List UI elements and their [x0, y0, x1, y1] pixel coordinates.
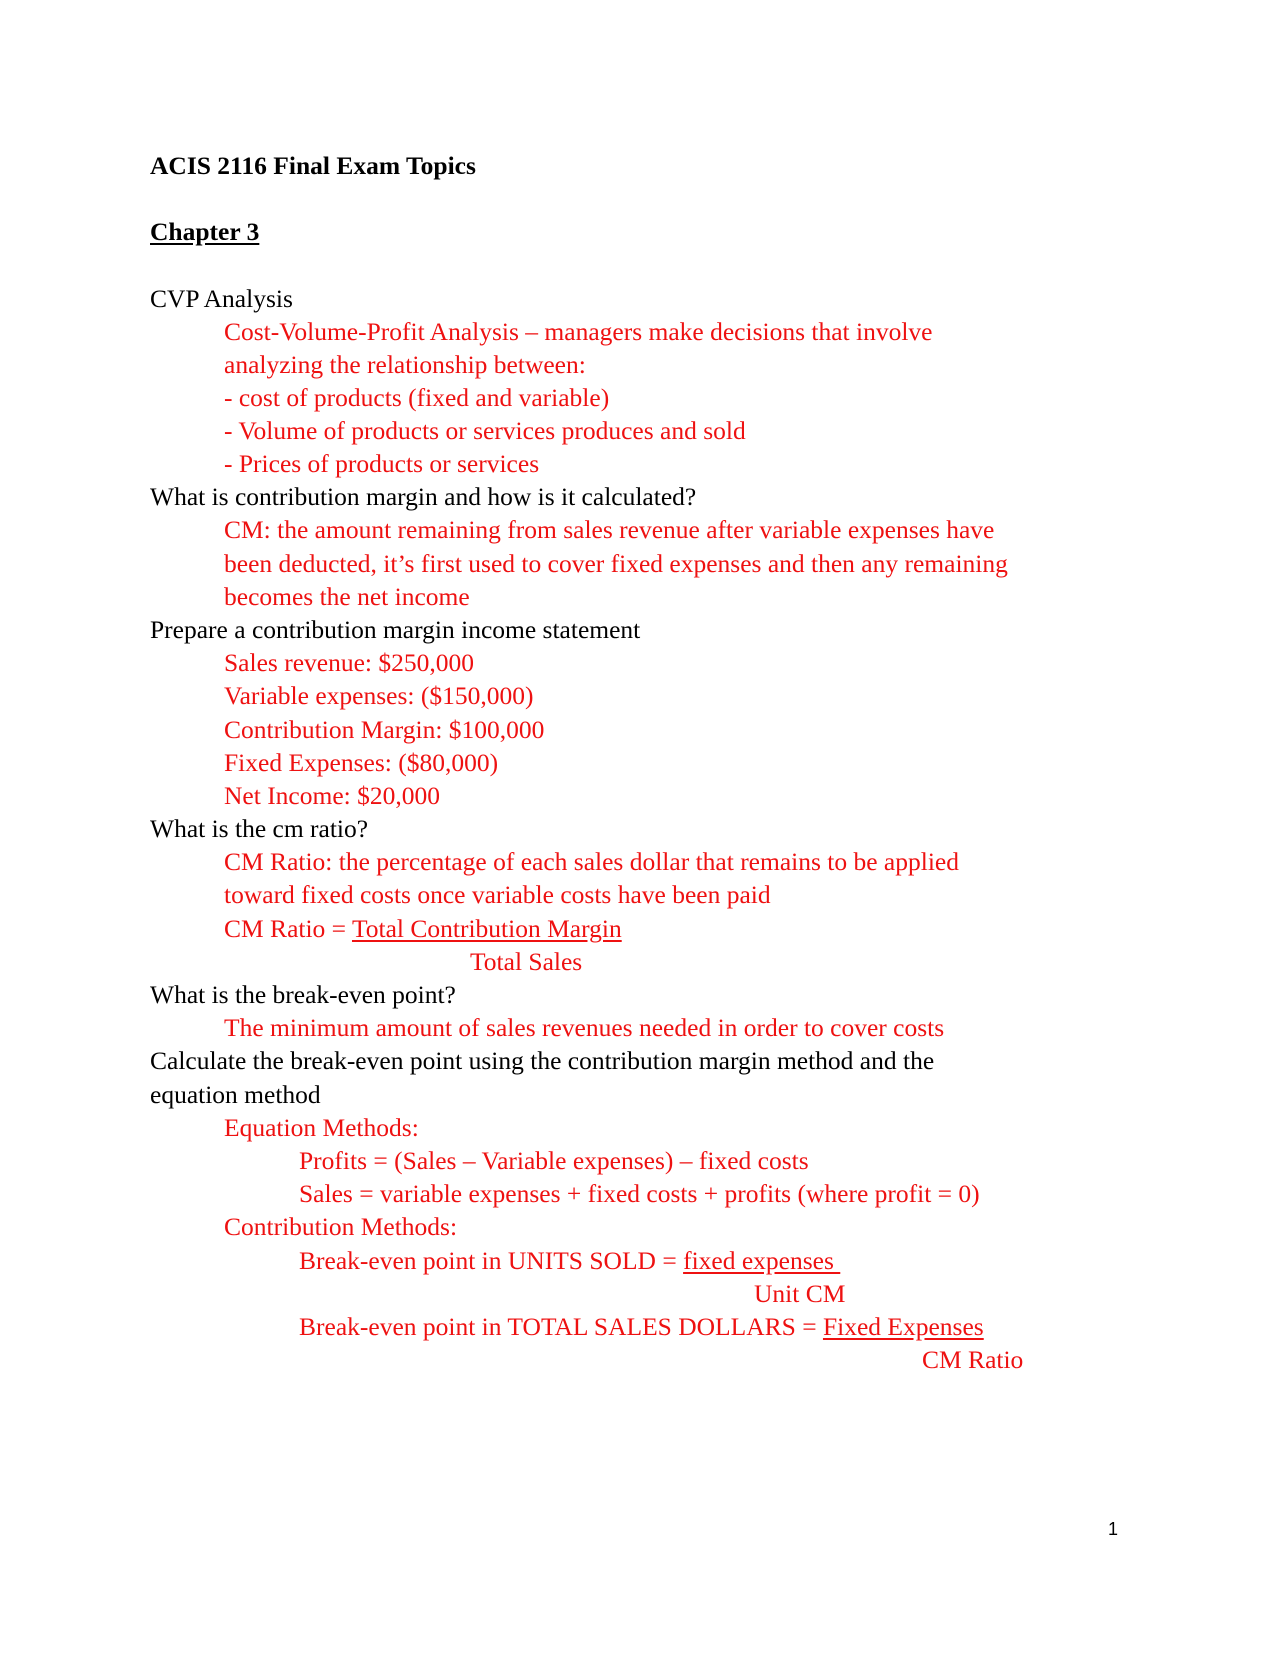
breakeven-dollars-numerator: Fixed Expenses — [822, 1312, 984, 1341]
chapter-heading: Chapter 3 — [150, 217, 260, 246]
cm-answer-line: CM: the amount remaining from sales revenue after variable expenses have — [224, 515, 995, 544]
page-number: 1 — [1108, 1519, 1119, 1539]
statement-question: Prepare a contribution margin income statement — [150, 615, 641, 644]
cm-ratio-formula — [224, 914, 622, 944]
contribution-methods-heading: Contribution Methods: — [224, 1212, 458, 1241]
breakeven-units-label: Break-even point in UNITS SOLD = — [299, 1246, 684, 1275]
cm-question: What is contribution margin and how is it calculated? — [150, 482, 697, 511]
cvp-heading: CVP Analysis — [150, 284, 293, 313]
breakeven-dollars-label: Break-even point in TOTAL SALES DOLLARS = — [299, 1312, 823, 1341]
cm-ratio-answer-line: toward fixed costs once variable costs have been paid — [224, 880, 771, 909]
page-title: ACIS 2116 Final Exam Topics — [150, 151, 476, 180]
statement-line-fixed: Fixed Expenses: ($80,000) — [224, 748, 499, 777]
cvp-definition-line-2: analyzing the relationship between: — [224, 350, 586, 379]
equation-line-sales: Sales = variable expenses + fixed costs + profits (where profit = 0) — [299, 1179, 980, 1208]
cvp-bullet: - cost of products (fixed and variable) — [224, 383, 610, 412]
breakeven-dollars-formula — [299, 1312, 984, 1342]
cm-ratio-answer-line: CM Ratio: the percentage of each sales dollar that remains to be applied — [224, 847, 959, 876]
statement-line-cm: Contribution Margin: $100,000 — [224, 715, 545, 744]
statement-line-net-income: Net Income: $20,000 — [224, 781, 440, 810]
equation-line-profits: Profits = (Sales – Variable expenses) – fixed costs — [299, 1146, 809, 1175]
cm-ratio-denominator: Total Sales — [470, 947, 583, 976]
cm-ratio-question: What is the cm ratio? — [150, 814, 369, 843]
breakeven-units-formula — [299, 1246, 840, 1276]
statement-line-variable: Variable expenses: ($150,000) — [224, 681, 534, 710]
breakeven-units-numerator: fixed expenses — [683, 1246, 841, 1275]
breakeven-dollars-denominator: CM Ratio — [922, 1345, 1024, 1374]
cvp-bullet: - Volume of products or services produces and sold — [224, 416, 746, 445]
cm-ratio-formula-label: CM Ratio = — [224, 914, 352, 943]
cvp-definition-line-1: Cost-Volume-Profit Analysis – managers make decisions that involve — [224, 317, 933, 346]
breakeven-units-denominator: Unit CM — [754, 1279, 846, 1308]
cm-ratio-numerator: Total Contribution Margin — [351, 914, 622, 943]
cm-answer-line: becomes the net income — [224, 582, 470, 611]
cm-answer-line: been deducted, it’s first used to cover fixed expenses and then any remaining — [224, 549, 1008, 578]
breakeven-question: What is the break-even point? — [150, 980, 456, 1009]
breakeven-calc-question-line-2: equation method — [150, 1080, 321, 1109]
cvp-bullet: - Prices of products or services — [224, 449, 540, 478]
statement-line-sales: Sales revenue: $250,000 — [224, 648, 474, 677]
equation-methods-heading: Equation Methods: — [224, 1113, 419, 1142]
breakeven-calc-question-line-1: Calculate the break-even point using the contribution margin method and the — [150, 1046, 935, 1075]
breakeven-answer: The minimum amount of sales revenues needed in order to cover costs — [224, 1013, 945, 1042]
